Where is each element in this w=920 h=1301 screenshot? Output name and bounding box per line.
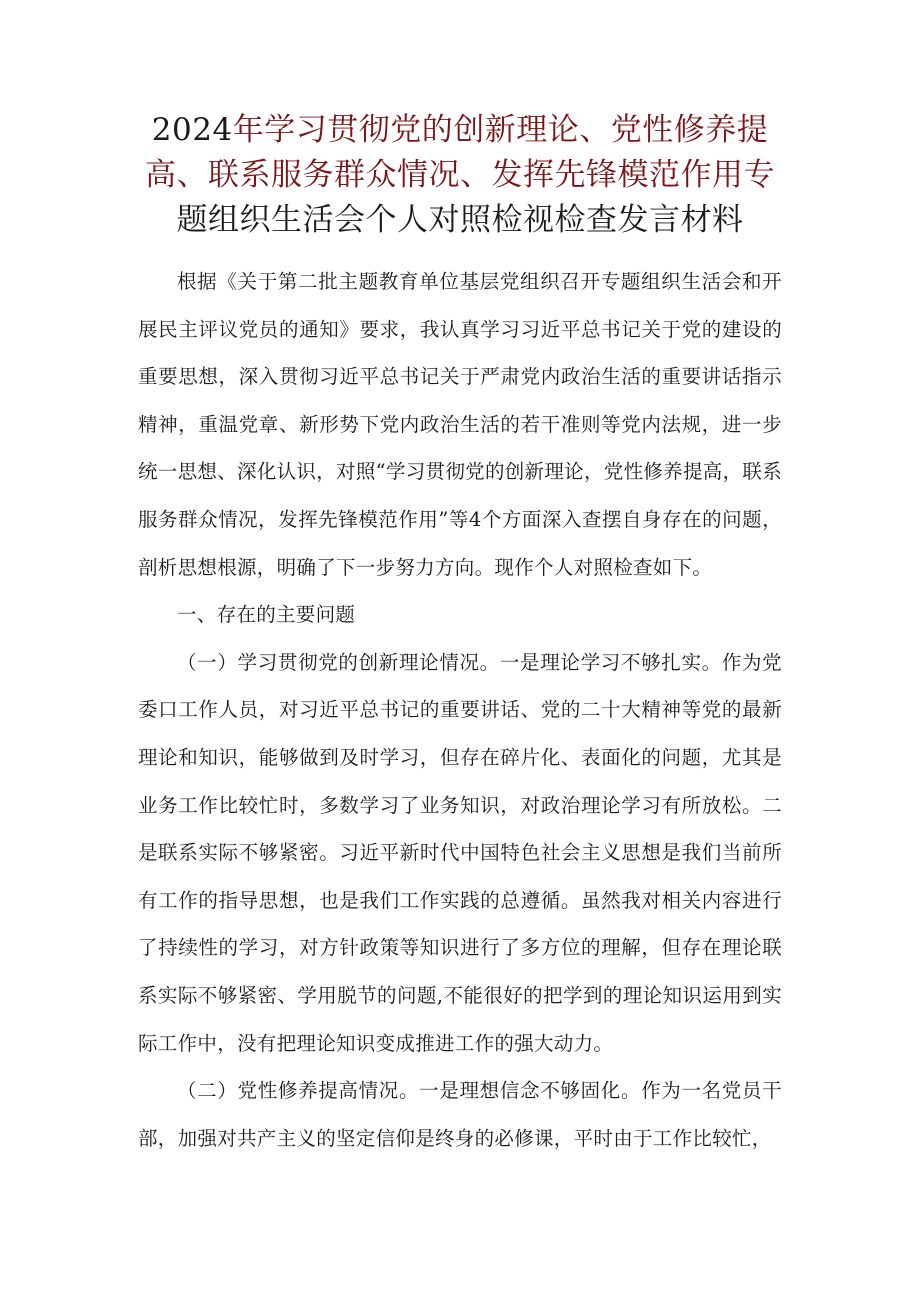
- title-highlight: 年学习贯彻党的创新理论、党性修养提高、联系服务群众情况、发挥先锋模范作用专: [145, 112, 775, 193]
- section-paragraph-1: （一）学习贯彻党的创新理论情况。一是理论学习不够扎实。作为党委口工作人员，对习近平总书记的重要讲话、党的二十大精神等党的最新理论和知识，能够做到及时学习，但存在碎片化、表面化的问题，尤其是业务工作比较忙时，多数学习了业务知识，对政治理论学习有所放松。二是联系实际不够紧密。习近平新时代中国特色社会主义思想是我们当前所有工作的指导思想，也是我们工作实践的总遵循。虽然我对相关内容进行了持续性的学习，对方针政策等知识进行了多方位的理解，但存在理论联系实际不够紧密、学用脱节的问题,不能很好的把学到的理论知识运用到实际工作中，没有把理论知识变成推进工作的强大动力。: [138, 650, 782, 1055]
- section-heading-1: 一、存在的主要问题: [177, 603, 356, 627]
- intro-paragraph: 根据《关于第二批主题教育单位基层党组织召开专题组织生活会和开展民主评议党员的通知》要求，我认真学习习近平总书记关于党的建设的重要思想，深入贯彻习近平总书记关于严肃党内政治生活的重要讲话指示精神，重温党章、新形势下党内政治生活的若干准则等党内法规，进一步统一思想、深化认识，对照“学习贯彻党的创新理论，党性修养提高，联系服务群众情况，发挥先锋模范作用”等4个方面深入查摆自身存在的问题，剖析思想根源，明确了下一步努力方向。现作个人对照检查如下。: [138, 270, 782, 579]
- section-paragraph-2: （二）党性修养提高情况。一是理想信念不够固化。作为一名党员干部，加强对共产主义的坚定信仰是终身的必修课，平时由于工作比较忙，: [138, 1079, 782, 1150]
- document-body: [138, 258, 782, 1162]
- document-title: [130, 108, 790, 243]
- title-rest: 题组织生活会个人对照检视检查发言材料: [176, 202, 744, 238]
- title-year: 2024: [151, 112, 233, 148]
